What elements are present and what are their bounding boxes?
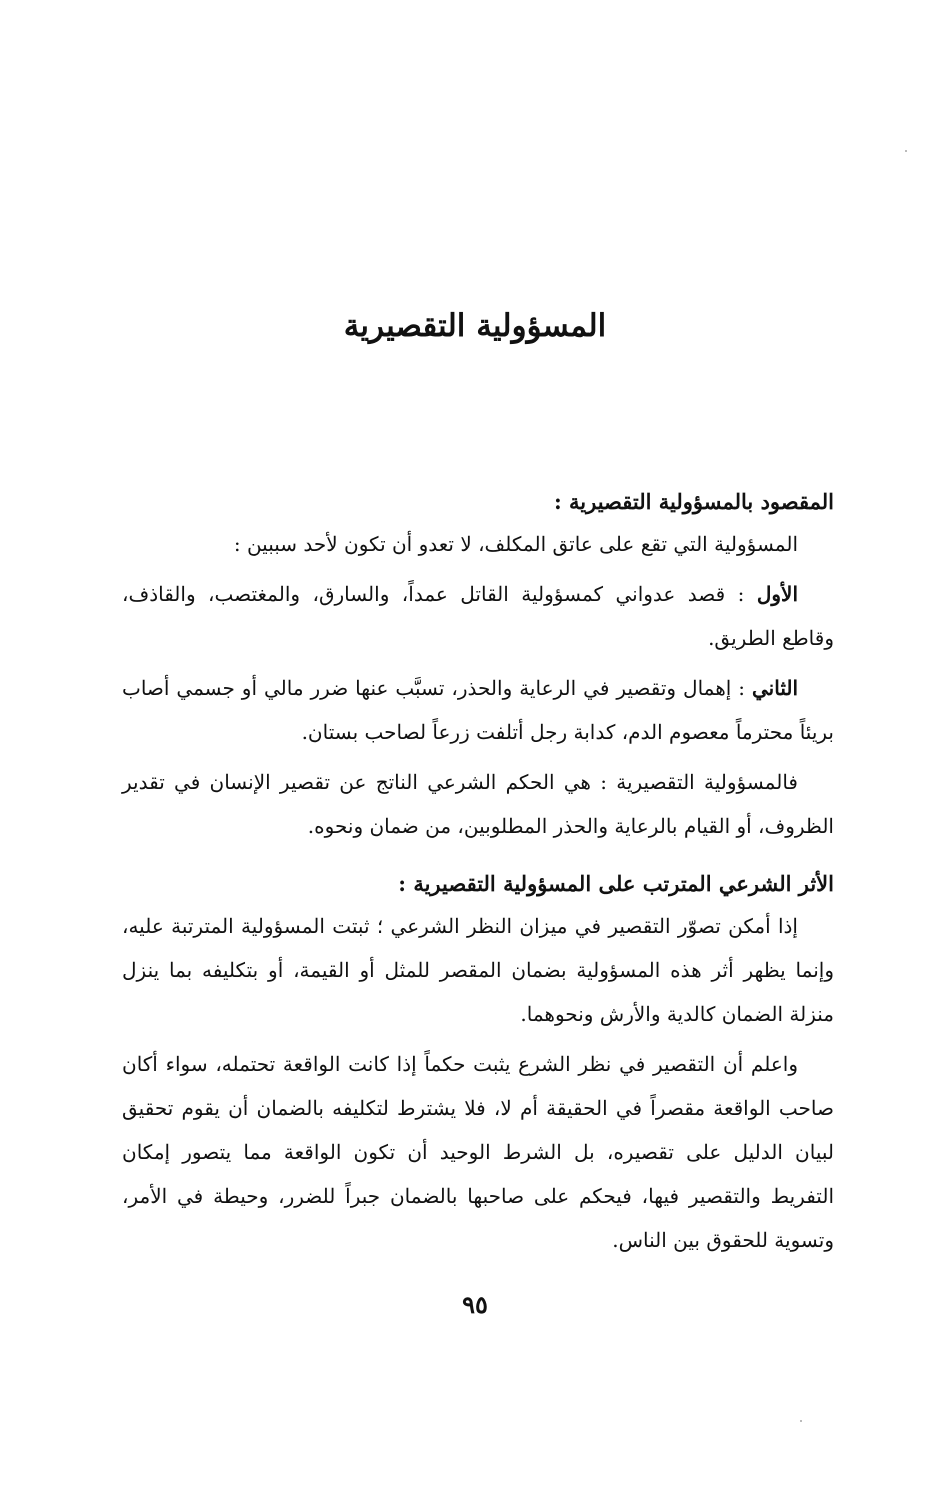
body-text — [122, 482, 834, 1268]
paragraph-effect-2: واعلم أن التقصير في نظر الشرع يثبت حكماً إذا كانت الواقعة تحتمله، سواء أكان صاحب الواقعة مقصراً في الحقيقة أم لا، فلا يشترط لتكليفه بالضمان أن يقوم تحقيق لبيان الدليل على تقصيره، بل الشرط الوحيد أن تكون الواقعة مما يتصور إمكان التفريط والتقصير فيها، فيحكم على صاحبها بالضمان جبراً للضرر، وحيطة في الأمر، وتسوية للحقوق بين الناس. — [122, 1052, 834, 1252]
page-title: المسؤولية التقصيرية — [343, 308, 607, 344]
paragraph-effect-1: إذا أمكن تصوّر التقصير في ميزان النظر الشرعي ؛ ثبتت المسؤولية المترتبة عليه، وإنما يظهر أثر هذه المسؤولية بضمان المقصر للمثل أو القيمة، أو بتكليفه بما ينزل منزلة الضمان كالدية والأرش ونحوهما. — [122, 914, 834, 1026]
page-number: ٩٥ — [462, 1290, 488, 1319]
paragraph-first-cause — [122, 572, 834, 660]
scan-speck — [800, 1420, 802, 1422]
first-text: : قصد عدواني كمسؤولية القاتل عمداً، والسارق، والمغتصب، والقاذف، وقاطع الطريق. — [122, 582, 834, 650]
second-text: : إهمال وتقصير في الرعاية والحذر، تسبَّب عنها ضرر مالي أو جسمي أصاب بريئاً محترماً معصوم الدم، كدابة رجل أتلفت زرعاً لصاحب بستان. — [122, 676, 834, 744]
section-heading-definition: المقصود بالمسؤولية التقصيرية : — [553, 489, 834, 514]
scan-speck — [905, 150, 907, 152]
paragraph-second-cause — [122, 666, 834, 754]
second-label: الثاني — [752, 676, 799, 700]
paragraph-intro: المسؤولية التي تقع على عاتق المكلف، لا تعدو أن تكون لأحد سببين : — [233, 532, 798, 556]
paragraph-definition: فالمسؤولية التقصيرية : هي الحكم الشرعي الناتج عن تقصير الإنسان في تقدير الظروف، أو القيام بالرعاية والحذر المطلوبين، من ضمان ونحوه. — [122, 770, 834, 838]
first-label: الأول — [756, 582, 799, 606]
section-heading-effect: الأثر الشرعي المترتب على المسؤولية التقصيرية : — [398, 871, 834, 896]
section-gap — [122, 854, 834, 864]
